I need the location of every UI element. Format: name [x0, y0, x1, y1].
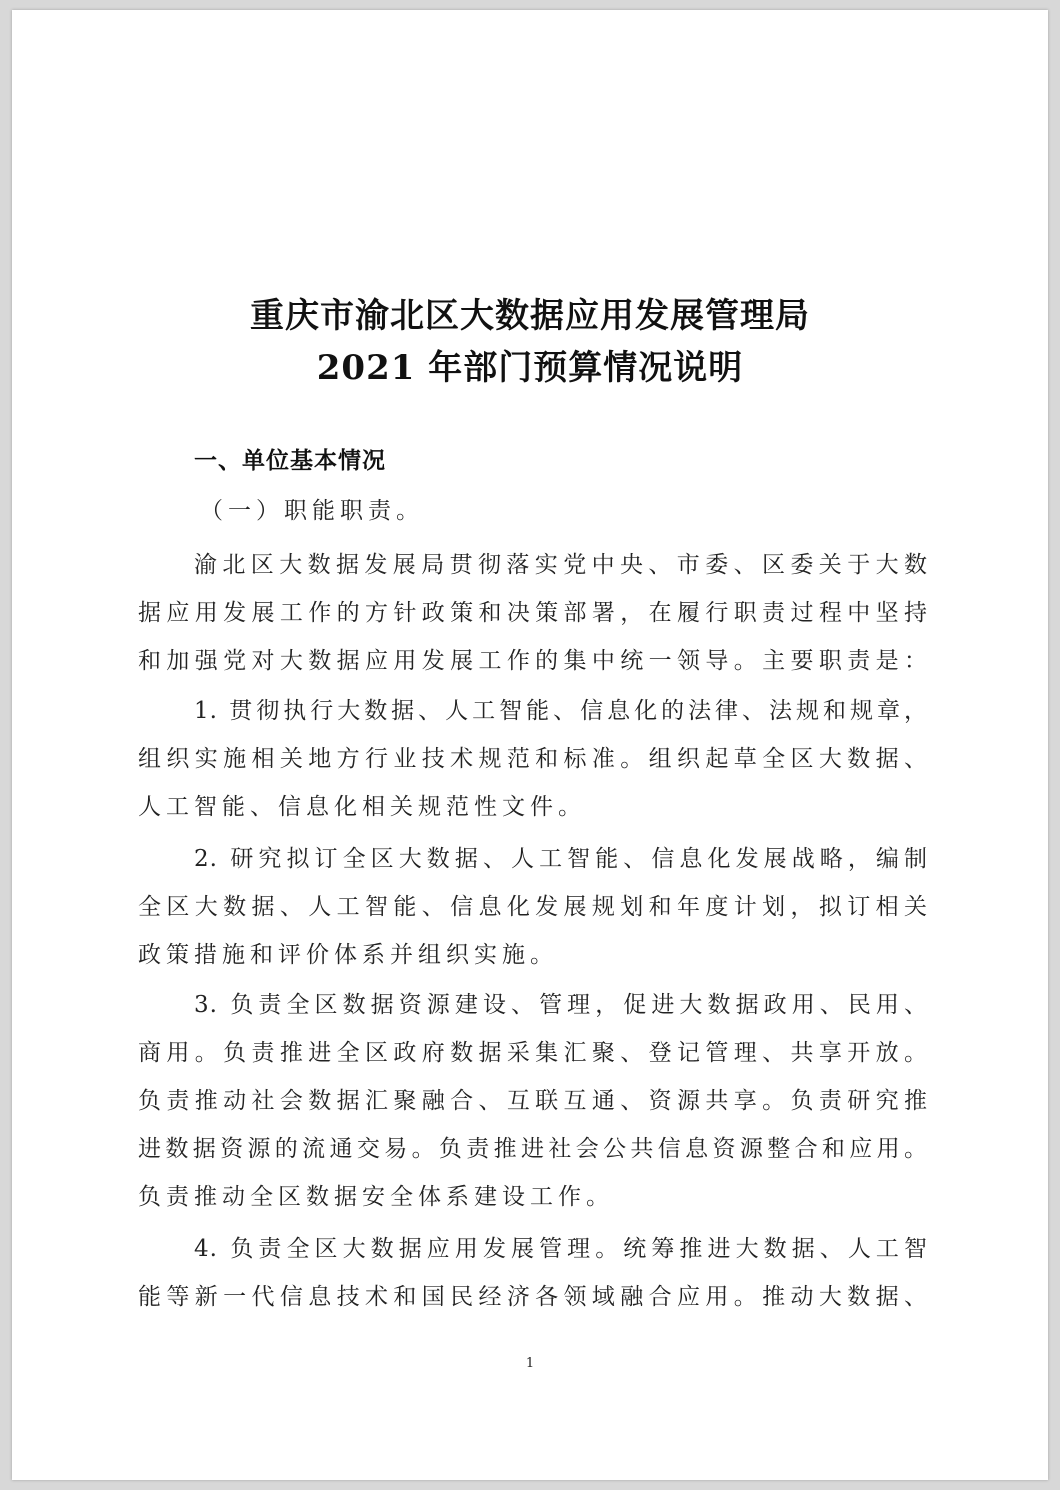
intro-line-1: 渝北区大数据发展局贯彻落实党中央、市委、区委关于大数: [194, 552, 928, 578]
item4-line-1: 4. 负责全区大数据应用发展管理。统筹推进大数据、人工智: [194, 1236, 928, 1262]
subsection-heading-functions: （一）职能职责。: [200, 498, 424, 524]
intro-line-3: 和加强党对大数据应用发展工作的集中统一领导。主要职责是：: [138, 648, 928, 674]
item1-line-2: 组织实施相关地方行业技术规范和标准。组织起草全区大数据、: [138, 746, 928, 772]
intro-line-2: 据应用发展工作的方针政策和决策部署，在履行职责过程中坚持: [138, 600, 928, 626]
document-page: [12, 10, 1048, 1480]
document-title-line2: 2021 年部门预算情况说明: [316, 348, 744, 388]
page-number: 1: [525, 1356, 535, 1371]
item2-line-3: 政策措施和评价体系并组织实施。: [138, 942, 558, 968]
document-title-line1: 重庆市渝北区大数据应用发展管理局: [250, 296, 810, 336]
item4-line-2: 能等新一代信息技术和国民经济各领域融合应用。推动大数据、: [138, 1284, 928, 1310]
item2-line-1: 2. 研究拟订全区大数据、人工智能、信息化发展战略，编制: [194, 846, 928, 872]
item1-line-3: 人工智能、信息化相关规范性文件。: [138, 794, 586, 820]
item1-line-1: 1. 贯彻执行大数据、人工智能、信息化的法律、法规和规章，: [194, 698, 928, 724]
item3-line-5: 负责推动全区数据安全体系建设工作。: [138, 1184, 614, 1210]
item2-line-2: 全区大数据、人工智能、信息化发展规划和年度计划，拟订相关: [138, 894, 928, 920]
item3-line-1: 3. 负责全区数据资源建设、管理，促进大数据政用、民用、: [194, 992, 928, 1018]
section-heading-unit-basic-info: 一、单位基本情况: [194, 448, 386, 474]
item3-line-2: 商用。负责推进全区政府数据采集汇聚、登记管理、共享开放。: [138, 1040, 928, 1066]
item3-line-4: 进数据资源的流通交易。负责推进社会公共信息资源整合和应用。: [138, 1136, 928, 1162]
item3-line-3: 负责推动社会数据汇聚融合、互联互通、资源共享。负责研究推: [138, 1088, 928, 1114]
